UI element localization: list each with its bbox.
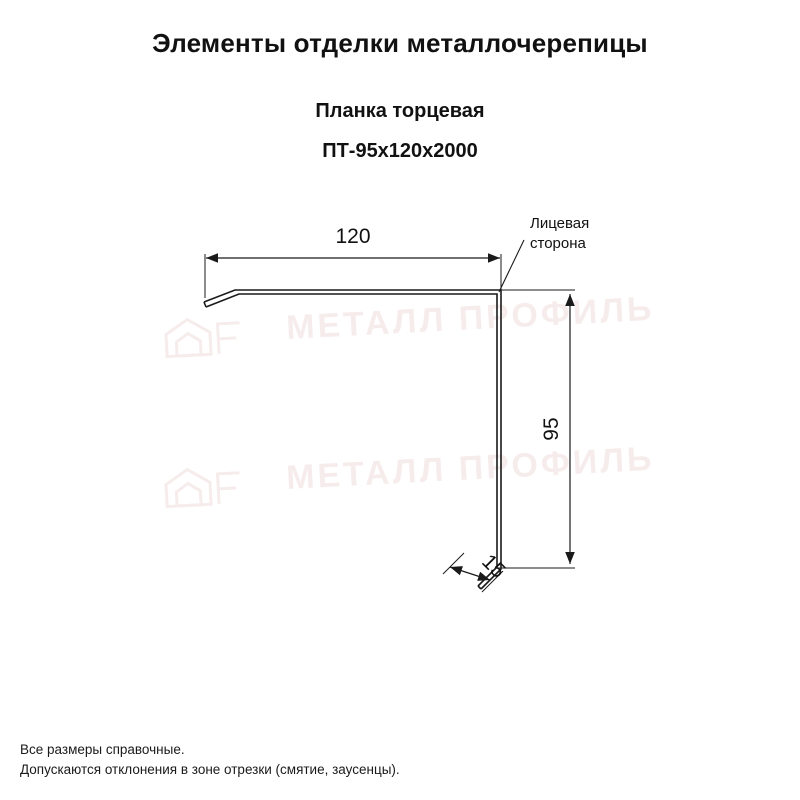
footer-notes (20, 740, 400, 780)
dimension-flange (443, 550, 510, 592)
dimension-width (205, 225, 501, 298)
dimension-height (497, 290, 575, 568)
page-title: Элементы отделки металлочерепицы (152, 28, 648, 58)
face-side-annotation (499, 215, 589, 292)
face-side-label-line2: сторона (530, 235, 586, 252)
face-side-label-line1: Лицевая (530, 215, 590, 232)
dimension-height-label: 95 (540, 417, 563, 441)
watermark-text: МЕТАЛЛ ПРОФИЛЬ (285, 289, 656, 348)
product-name: Планка торцевая (315, 100, 485, 122)
dimension-flange-label: 15 (477, 550, 510, 583)
technical-drawing (0, 180, 800, 680)
product-code: ПТ-95х120х2000 (322, 140, 478, 162)
footer-note-2: Допускаются отклонения в зоне отрезки (смятие, заусенцы). (20, 762, 400, 777)
profile-outline (204, 290, 501, 589)
footer-note-1: Все размеры справочные. (20, 742, 185, 757)
watermark-text: МЕТАЛЛ ПРОФИЛЬ (285, 439, 656, 498)
dimension-width-label: 120 (335, 225, 371, 248)
